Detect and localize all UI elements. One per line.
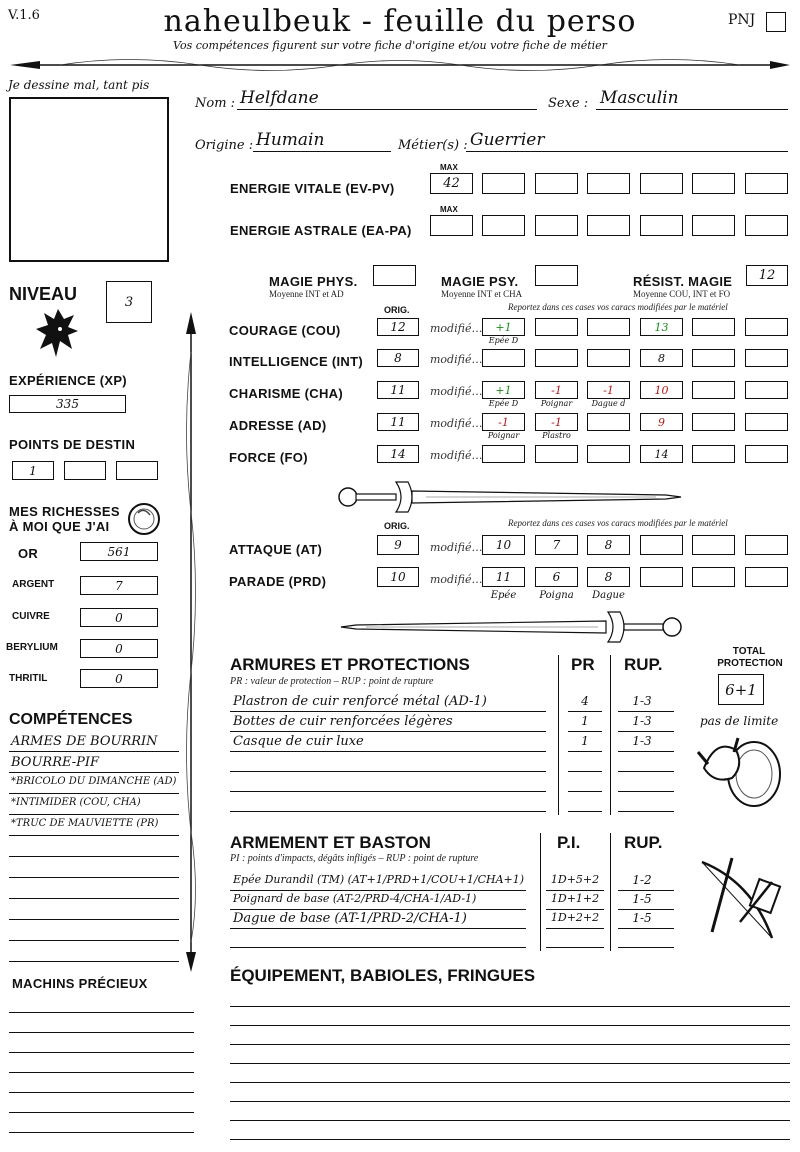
helmet-shield-icon	[694, 728, 786, 814]
weapon-col-label: Epée	[490, 590, 517, 601]
niveau-label: NIVEAU	[9, 284, 78, 304]
row-underline	[9, 961, 179, 962]
row-underline	[618, 947, 674, 948]
row-underline	[230, 731, 546, 732]
ea-label: ENERGIE ASTRALE (EA-PA)	[230, 223, 412, 238]
stat-mod-box[interactable]: +1	[482, 381, 525, 399]
combat-mod-box[interactable]	[640, 567, 683, 587]
resist-magie-note: Moyenne COU, INT et FO	[633, 289, 731, 299]
cuivre-box[interactable]: 0	[80, 608, 158, 627]
stat-modif-label: modifié…	[430, 322, 483, 335]
stat-mod-box[interactable]: -1	[535, 413, 578, 431]
row-underline	[618, 751, 674, 752]
arme-name[interactable]: Dague de base (AT-1/PRD-2/CHA-1)	[233, 911, 467, 926]
destin-box[interactable]: 1	[12, 461, 54, 480]
pas-de-limite-label: pas de limite	[700, 714, 779, 728]
row-underline	[9, 1032, 194, 1033]
stat-modif-label: modifié…	[430, 385, 483, 398]
stat-mod-box[interactable]	[745, 413, 788, 431]
equipement-title: ÉQUIPEMENT, BABIOLES, FRINGUES	[230, 966, 536, 985]
row-underline	[618, 890, 674, 891]
resist-magie-label: RÉSIST. MAGIE	[633, 274, 733, 289]
row-underline	[618, 771, 674, 772]
berylium-label: BERYLIUM	[6, 642, 58, 653]
stat-mod-box[interactable]	[692, 318, 735, 336]
competence-item[interactable]: BOURRE-PIF	[11, 755, 100, 770]
row-underline	[9, 1072, 194, 1073]
ea-box[interactable]	[692, 215, 735, 236]
arme-pi[interactable]: 1D+1+2	[550, 892, 600, 905]
xp-label: EXPÉRIENCE (XP)	[9, 373, 127, 388]
ev-max-label: MAX	[440, 163, 458, 172]
combat-mod-box[interactable]	[745, 567, 788, 587]
competence-item[interactable]: *INTIMIDER (COU, CHA)	[11, 797, 141, 808]
row-underline	[568, 751, 602, 752]
row-underline	[568, 711, 602, 712]
row-underline	[230, 711, 546, 712]
arme-pi[interactable]: 1D+2+2	[550, 911, 600, 924]
nom-value[interactable]: Helfdane	[240, 88, 319, 108]
weapon-col-label: Dague	[592, 590, 625, 601]
combat-orig-label: ORIG.	[384, 521, 410, 531]
arme-rup[interactable]: 1-5	[632, 911, 652, 925]
row-underline	[9, 772, 179, 773]
stat-mod-box[interactable]	[535, 318, 578, 336]
row-underline	[9, 877, 179, 878]
stat-mod-box[interactable]: -1	[587, 381, 630, 399]
stat-label: CHARISME (CHA)	[229, 386, 343, 401]
destin-box[interactable]	[116, 461, 158, 480]
xp-box[interactable]: 335	[9, 395, 126, 413]
armures-divider	[558, 655, 559, 815]
combat-mod-box[interactable]: 7	[535, 535, 578, 555]
stat-orig-box[interactable]: 8	[377, 349, 419, 367]
sword-icon	[336, 608, 686, 646]
magie-psy-note: Moyenne INT et CHA	[441, 289, 523, 299]
total-label: TOTAL	[732, 646, 766, 657]
combat-label: ATTAQUE (AT)	[229, 542, 323, 557]
total-protection-label: PROTECTION	[717, 658, 783, 669]
stat-mod-box[interactable]: +1	[482, 318, 525, 336]
armures-title: ARMURES ET PROTECTIONS	[230, 655, 470, 674]
coin-icon	[126, 501, 162, 537]
pnj-checkbox[interactable]	[766, 12, 786, 32]
magie-psy-box[interactable]	[535, 265, 578, 286]
row-underline	[568, 731, 602, 732]
row-underline	[230, 928, 526, 929]
sexe-value[interactable]: Masculin	[600, 88, 679, 108]
stat-mod-box[interactable]	[745, 318, 788, 336]
or-box[interactable]: 561	[80, 542, 158, 561]
combat-orig-box[interactable]: 10	[377, 567, 419, 587]
stat-mod-box[interactable]: -1	[535, 381, 578, 399]
richesses-label: MES RICHESSES	[9, 504, 120, 519]
origine-label: Origine :	[195, 138, 254, 153]
stat-mod-source: Plastro	[542, 431, 571, 440]
row-underline	[568, 771, 602, 772]
ev-max-box[interactable]: 42	[430, 173, 473, 194]
stat-orig-box[interactable]: 11	[377, 381, 419, 399]
origine-value[interactable]: Humain	[256, 130, 325, 150]
ev-box[interactable]	[535, 173, 578, 194]
row-underline	[230, 909, 526, 910]
stat-mod-box[interactable]: -1	[482, 413, 525, 431]
ea-max-box[interactable]	[430, 215, 473, 236]
armure-pr[interactable]: 1	[581, 734, 589, 748]
row-underline	[9, 919, 179, 920]
competences-title: COMPÉTENCES	[9, 711, 133, 728]
stat-mod-source: Epée D	[488, 399, 519, 408]
row-underline	[9, 856, 179, 857]
stat-mod-box[interactable]	[587, 445, 630, 463]
armement-title: ARMEMENT ET BASTON	[230, 833, 431, 852]
armure-pr[interactable]: 4	[581, 694, 589, 708]
stat-orig-box[interactable]: 12	[377, 318, 419, 336]
competence-item[interactable]: *BRICOLO DU DIMANCHE (AD)	[11, 776, 177, 787]
stat-modif-label: modifié…	[430, 353, 483, 366]
combat-label: PARADE (PRD)	[229, 574, 327, 589]
row-underline	[230, 1101, 790, 1102]
armures-divider	[610, 655, 611, 815]
combat-mod-box[interactable]: 11	[482, 567, 525, 587]
nom-label: Nom :	[195, 96, 236, 111]
row-underline	[9, 940, 179, 941]
row-underline	[618, 731, 674, 732]
armure-name[interactable]: Bottes de cuir renforcées légères	[233, 714, 453, 729]
magie-phys-box[interactable]	[373, 265, 416, 286]
weapon-col-label: Poigna	[539, 590, 574, 601]
combat-modif-label: modifié…	[430, 541, 483, 554]
argent-box[interactable]: 7	[80, 576, 158, 595]
destin-label: POINTS DE DESTIN	[9, 437, 136, 452]
stat-mod-box[interactable]	[745, 381, 788, 399]
sheet-title: naheulbeuk - feuille du perso	[163, 4, 637, 39]
row-underline	[230, 1044, 790, 1045]
stat-orig-box[interactable]: 14	[377, 445, 419, 463]
stat-mod-box[interactable]: 9	[640, 413, 683, 431]
stat-mod-box[interactable]: 13	[640, 318, 683, 336]
magie-psy-label: MAGIE PSY.	[441, 274, 519, 289]
stat-mod-box[interactable]: 14	[640, 445, 683, 463]
stat-modif-label: modifié…	[430, 417, 483, 430]
metier-label: Métier(s) :	[398, 138, 468, 153]
row-underline	[9, 793, 179, 794]
row-underline	[9, 814, 179, 815]
ea-box[interactable]	[535, 215, 578, 236]
combat-mod-box[interactable]: 6	[535, 567, 578, 587]
argent-label: ARGENT	[12, 579, 55, 590]
stat-mod-box[interactable]	[692, 349, 735, 367]
row-underline	[9, 835, 179, 836]
weapons-icon	[692, 852, 788, 948]
resist-magie-box[interactable]: 12	[746, 265, 788, 286]
row-underline	[9, 1052, 194, 1053]
stat-mod-source: Epée D	[488, 336, 519, 345]
stat-label: COURAGE (COU)	[229, 323, 341, 338]
combat-mod-box[interactable]	[745, 535, 788, 555]
magie-phys-note: Moyenne INT et AD	[269, 289, 344, 299]
metier-value[interactable]: Guerrier	[470, 130, 545, 150]
combat-mod-box[interactable]: 8	[587, 535, 630, 555]
stat-mod-source: Dague d	[591, 399, 626, 408]
ev-box[interactable]	[745, 173, 788, 194]
stat-mod-box[interactable]: 10	[640, 381, 683, 399]
cuivre-label: CUIVRE	[12, 611, 50, 622]
total-protection-box[interactable]: 6+1	[718, 674, 764, 705]
row-underline	[230, 1006, 790, 1007]
armures-rup-header: RUP.	[624, 655, 663, 674]
ea-box[interactable]	[640, 215, 683, 236]
combat-mod-box[interactable]	[640, 535, 683, 555]
row-underline	[9, 751, 179, 752]
row-underline	[568, 811, 602, 812]
orig-label: ORIG.	[384, 305, 410, 315]
stat-label: ADRESSE (AD)	[229, 418, 327, 433]
competence-item[interactable]: *TRUC DE MAUVIETTE (PR)	[11, 818, 159, 829]
row-underline	[618, 909, 674, 910]
stat-mod-box[interactable]	[692, 381, 735, 399]
stats-note: Reportez dans ces cases vos caracs modifiées par le matériel	[508, 302, 728, 312]
armure-name[interactable]: Casque de cuir luxe	[233, 734, 364, 749]
armure-pr[interactable]: 1	[581, 714, 589, 728]
arme-pi[interactable]: 1D+5+2	[550, 873, 600, 886]
row-underline	[546, 909, 604, 910]
ev-box[interactable]	[482, 173, 525, 194]
sexe-underline	[596, 109, 788, 110]
row-underline	[9, 1092, 194, 1093]
dragon-icon	[34, 305, 82, 363]
armure-rup[interactable]: 1-3	[632, 734, 652, 748]
arme-rup[interactable]: 1-5	[632, 892, 652, 906]
destin-box[interactable]	[64, 461, 106, 480]
armure-name[interactable]: Plastron de cuir renforcé métal (AD-1)	[233, 694, 487, 709]
sexe-label: Sexe :	[548, 96, 589, 111]
stat-mod-box[interactable]	[535, 445, 578, 463]
armement-pi-header: P.I.	[557, 833, 581, 852]
row-underline	[230, 1139, 790, 1140]
stat-mod-box[interactable]: 8	[640, 349, 683, 367]
row-underline	[230, 811, 546, 812]
armement-sub: PI : points d'impacts, dégâts infligés – RUP : point de rupture	[230, 853, 479, 864]
armures-pr-header: PR	[571, 655, 595, 674]
thritil-box[interactable]: 0	[80, 669, 158, 688]
ev-box[interactable]	[692, 173, 735, 194]
or-label: OR	[18, 546, 39, 561]
stat-mod-box[interactable]	[587, 349, 630, 367]
metier-underline	[466, 151, 788, 152]
row-underline	[9, 1012, 194, 1013]
stat-mod-box[interactable]	[692, 413, 735, 431]
origine-underline	[253, 151, 391, 152]
portrait-caption: Je dessine mal, tant pis	[8, 78, 150, 92]
row-underline	[618, 791, 674, 792]
row-underline	[568, 791, 602, 792]
stat-mod-box[interactable]	[482, 445, 525, 463]
row-underline	[230, 1120, 790, 1121]
row-underline	[230, 1063, 790, 1064]
berylium-box[interactable]: 0	[80, 639, 158, 658]
armement-divider	[610, 833, 611, 951]
stat-orig-box[interactable]: 11	[377, 413, 419, 431]
thritil-label: THRITIL	[9, 673, 48, 684]
ea-box[interactable]	[587, 215, 630, 236]
stat-mod-source: Poignar	[487, 431, 520, 440]
arme-name[interactable]: Poignard de base (AT-2/PRD-4/CHA-1/AD-1)	[233, 892, 477, 905]
niveau-box[interactable]: 3	[106, 281, 152, 323]
arme-rup[interactable]: 1-2	[632, 873, 652, 887]
row-underline	[9, 1132, 194, 1133]
row-underline	[618, 711, 674, 712]
ea-box[interactable]	[482, 215, 525, 236]
ea-max-label: MAX	[440, 205, 458, 214]
row-underline	[230, 1025, 790, 1026]
armement-divider	[540, 833, 541, 951]
armures-sub: PR : valeur de protection – RUP : point de rupture	[230, 676, 434, 687]
stat-mod-box[interactable]	[745, 349, 788, 367]
combat-note: Reportez dans ces cases vos caracs modifiées par le matériel	[508, 518, 728, 528]
magie-phys-label: MAGIE PHYS.	[269, 274, 358, 289]
portrait-frame[interactable]	[9, 97, 169, 262]
ev-box[interactable]	[587, 173, 630, 194]
row-underline	[9, 898, 179, 899]
row-underline	[230, 1082, 790, 1083]
combat-modif-label: modifié…	[430, 573, 483, 586]
row-underline	[9, 1112, 194, 1113]
row-underline	[230, 791, 546, 792]
richesses-label-2: À MOI QUE J'AI	[9, 519, 110, 534]
sheet-subtitle: Vos compétences figurent sur votre fiche d'origine et/ou votre fiche de métier	[173, 39, 607, 52]
vertical-spear-divider	[180, 312, 202, 974]
armure-rup[interactable]: 1-3	[632, 694, 652, 708]
ev-label: ENERGIE VITALE (EV-PV)	[230, 181, 395, 196]
arme-name[interactable]: Epée Durandil (TM) (AT+1/PRD+1/COU+1/CHA+1)	[233, 873, 525, 886]
stat-modif-label: modifié…	[430, 449, 483, 462]
combat-mod-box[interactable]	[692, 567, 735, 587]
ea-box[interactable]	[745, 215, 788, 236]
sword-icon	[336, 478, 686, 516]
row-underline	[230, 751, 546, 752]
pnj-label: PNJ	[728, 12, 756, 28]
combat-orig-box[interactable]: 9	[377, 535, 419, 555]
stat-mod-source: Poignar	[540, 399, 573, 408]
armure-rup[interactable]: 1-3	[632, 714, 652, 728]
machins-title: MACHINS PRÉCIEUX	[12, 976, 148, 991]
row-underline	[546, 890, 604, 891]
combat-mod-box[interactable]: 8	[587, 567, 630, 587]
stat-mod-box[interactable]	[482, 349, 525, 367]
stat-label: FORCE (FO)	[229, 450, 308, 465]
row-underline	[230, 890, 526, 891]
stat-mod-box[interactable]	[692, 445, 735, 463]
row-underline	[230, 771, 546, 772]
version-label: V.1.6	[8, 8, 40, 23]
nom-underline	[237, 109, 537, 110]
stat-mod-box[interactable]	[587, 413, 630, 431]
stat-mod-box[interactable]	[745, 445, 788, 463]
combat-mod-box[interactable]	[692, 535, 735, 555]
row-underline	[230, 947, 526, 948]
header-spear-divider	[0, 54, 800, 76]
stat-mod-box[interactable]	[587, 318, 630, 336]
armement-rup-header: RUP.	[624, 833, 663, 852]
competence-item[interactable]: ARMES DE BOURRIN	[11, 734, 158, 749]
row-underline	[618, 928, 674, 929]
combat-mod-box[interactable]: 10	[482, 535, 525, 555]
ev-box[interactable]	[640, 173, 683, 194]
row-underline	[546, 947, 604, 948]
stat-label: INTELLIGENCE (INT)	[229, 354, 363, 369]
row-underline	[546, 928, 604, 929]
stat-mod-box[interactable]	[535, 349, 578, 367]
row-underline	[618, 811, 674, 812]
